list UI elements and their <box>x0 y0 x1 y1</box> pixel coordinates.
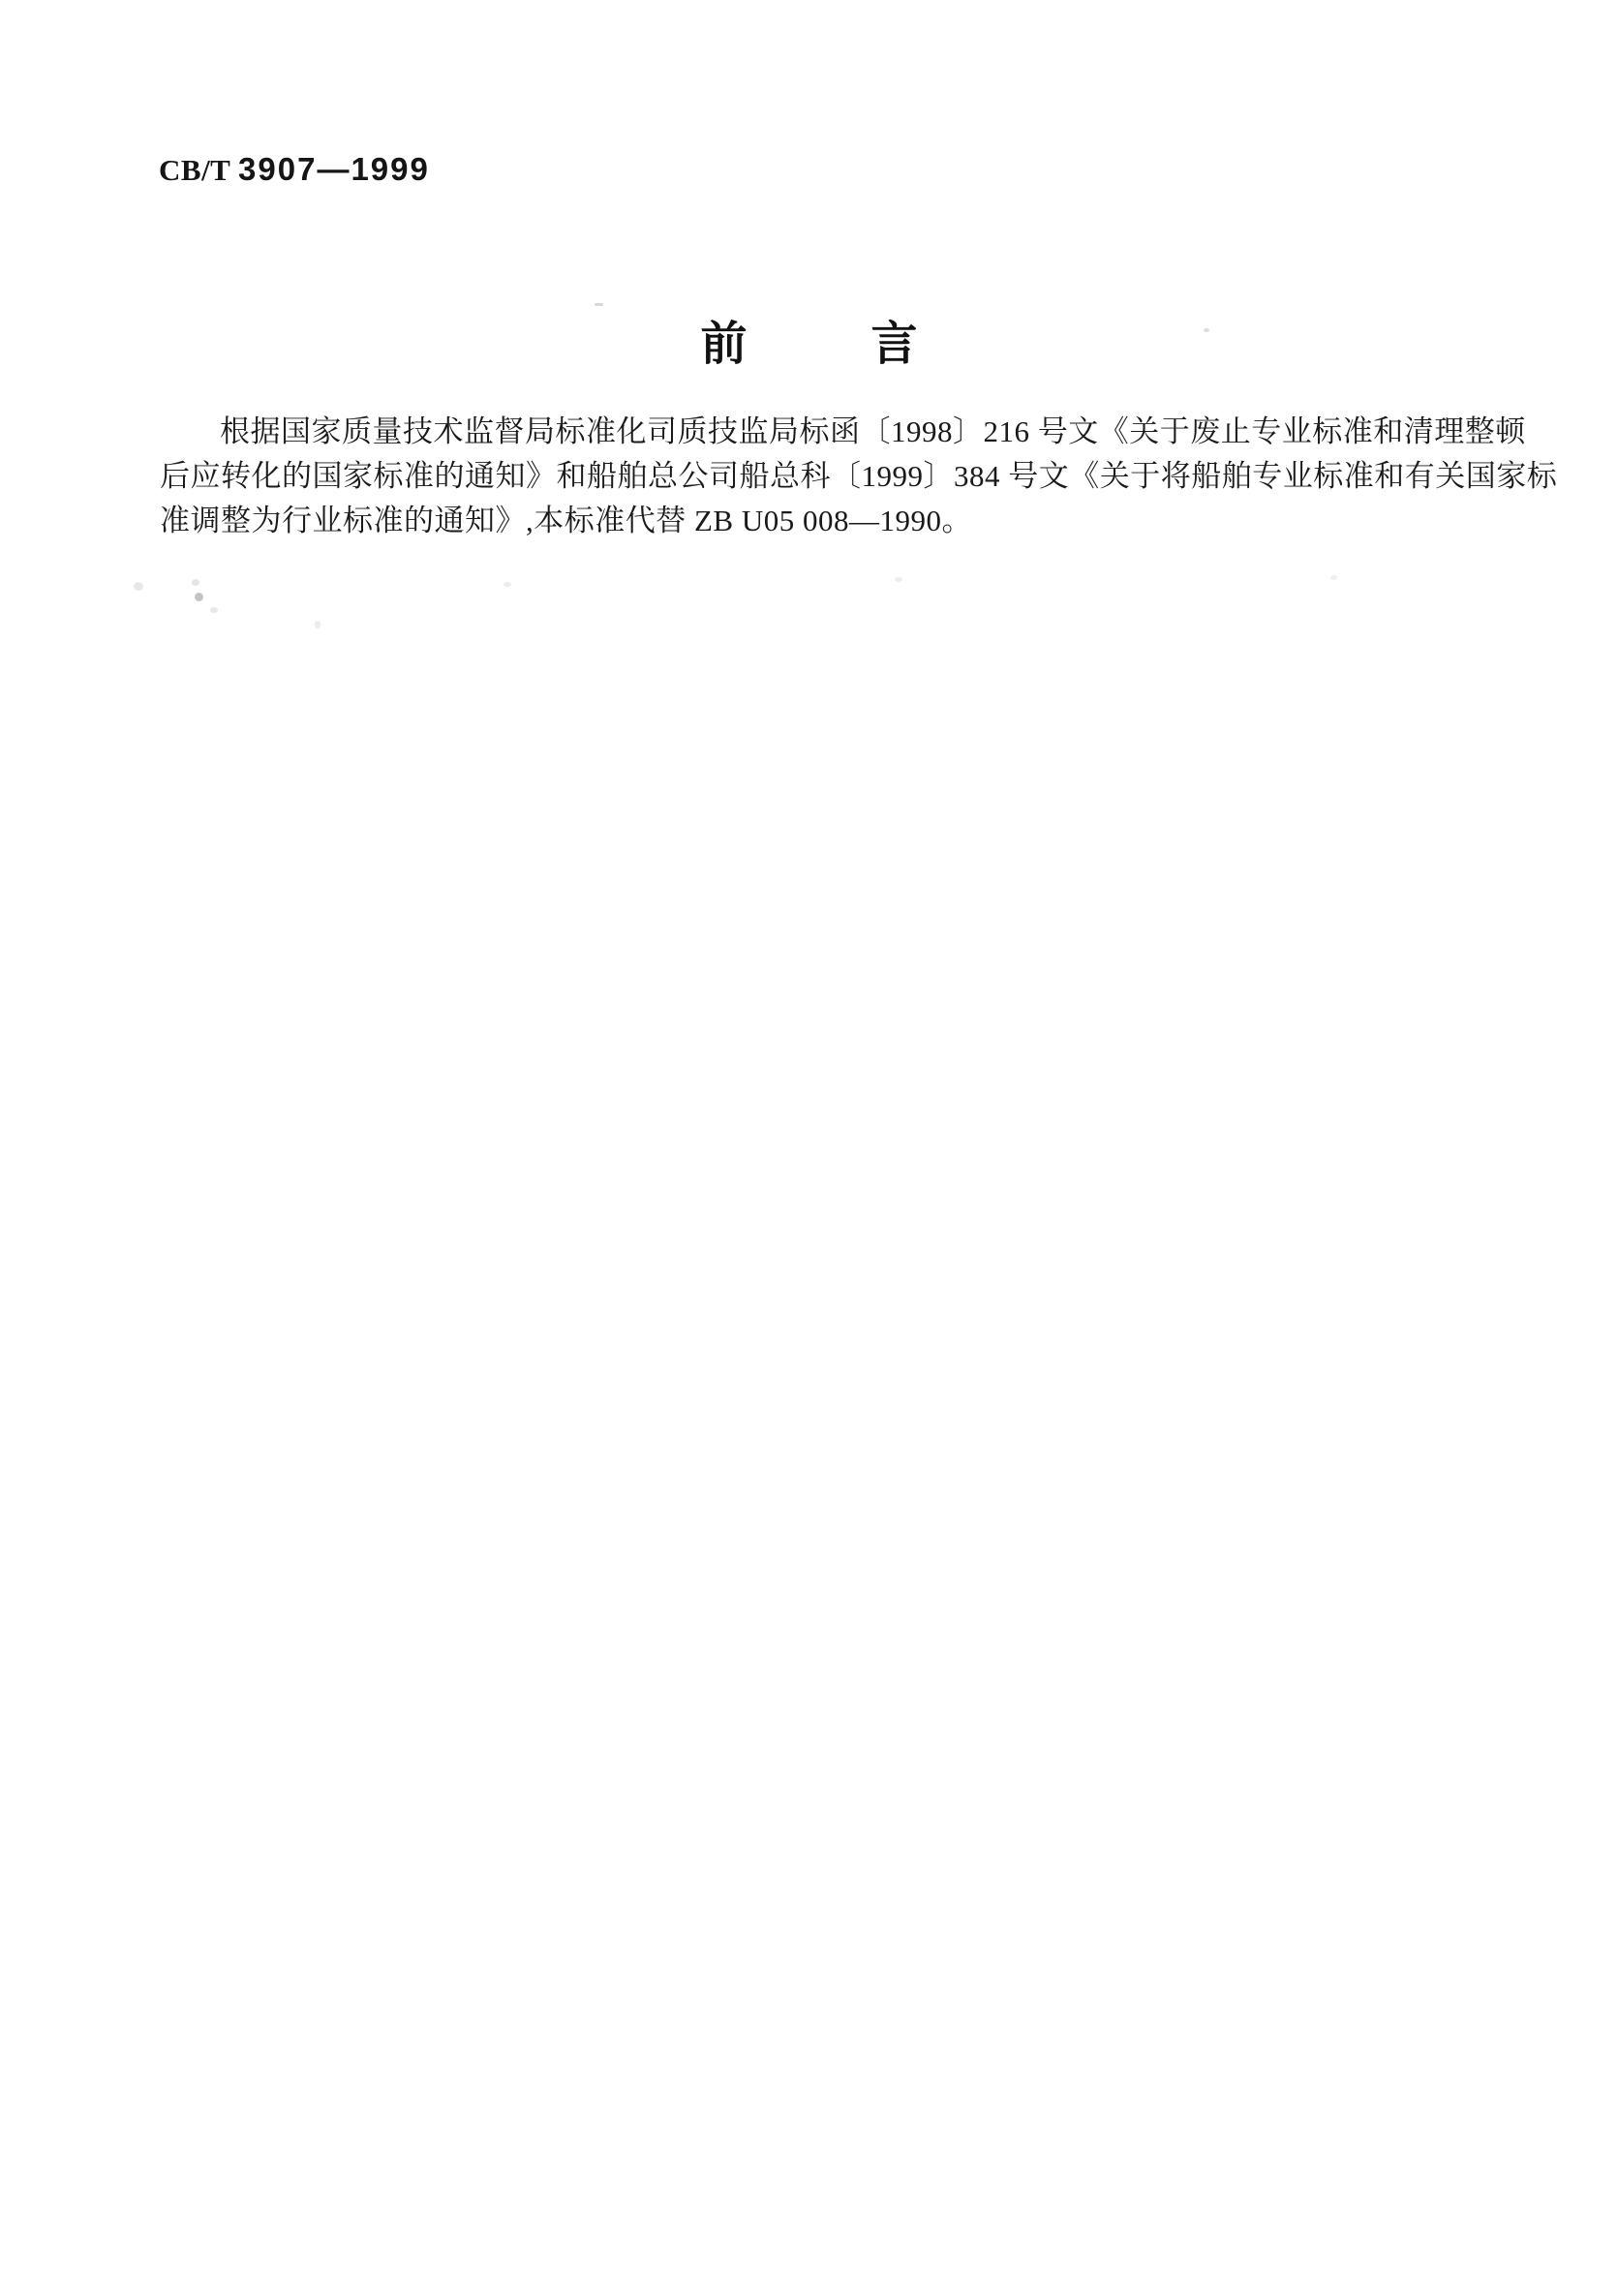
standard-code <box>159 151 430 188</box>
foreword-title <box>0 320 1618 371</box>
scan-speck <box>595 303 603 306</box>
scan-speck <box>895 577 902 582</box>
foreword-line-1: 根据国家质量技术监督局标准化司质技监局标函〔1998〕216 号文《关于废止专业标准和清理整顿 <box>220 414 1526 448</box>
foreword-title-char-right: 言 <box>870 319 918 370</box>
scan-speck <box>134 582 143 591</box>
standard-code-number: 3907—1999 <box>238 151 430 187</box>
foreword-line-3: 准调整为行业标准的通知》,本标准代替 ZB U05 008—1990。 <box>160 504 972 537</box>
scan-speck <box>315 621 321 628</box>
scan-speck <box>210 607 218 613</box>
standard-code-prefix: CB/T <box>159 153 230 187</box>
foreword-title-char-left: 前 <box>700 319 748 370</box>
scan-speck <box>1204 328 1209 332</box>
foreword-line-2: 后应转化的国家标准的通知》和船舶总公司船总科〔1999〕384 号文《关于将船舶专业标准和有关国家标 <box>160 459 1558 493</box>
scan-speck <box>1330 575 1337 580</box>
scan-speck <box>192 579 199 586</box>
foreword-paragraph <box>160 410 1558 543</box>
scan-speck <box>195 593 203 601</box>
scan-speck <box>504 582 511 587</box>
